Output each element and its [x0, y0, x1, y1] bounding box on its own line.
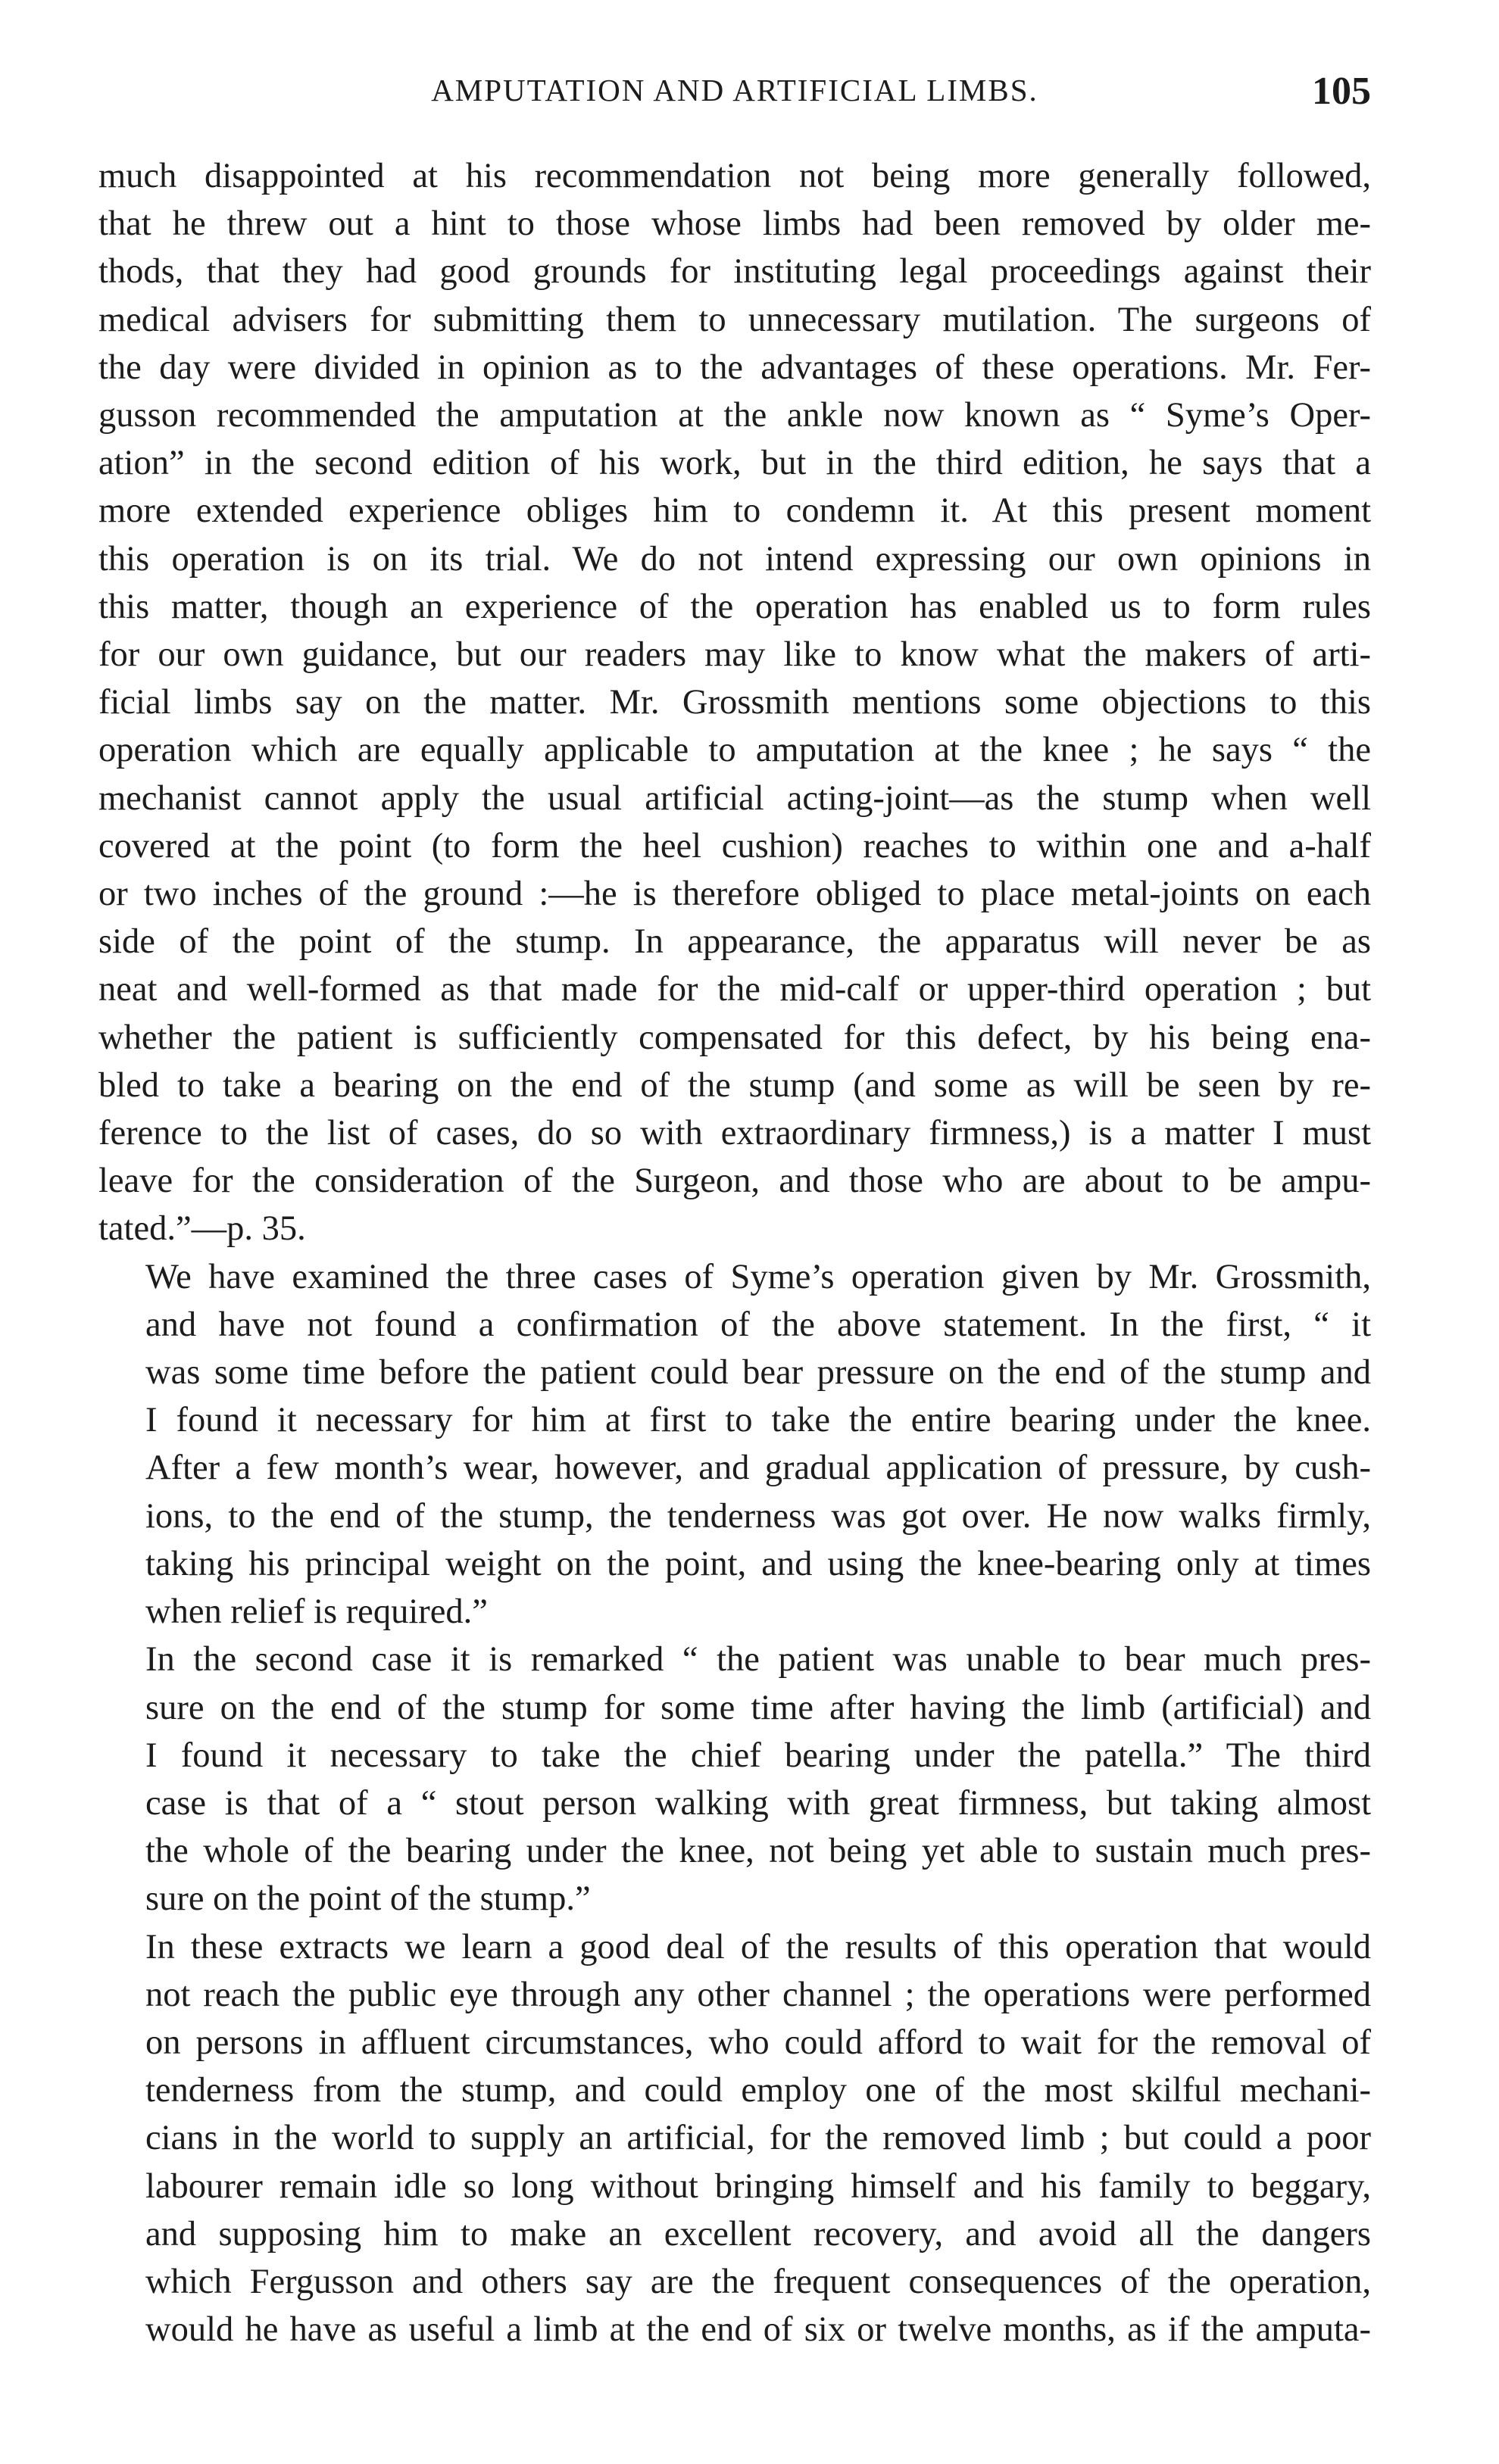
text-line: side of the point of the stump. In appearance, the apparatus will never be as [98, 922, 1371, 962]
text-line: We have examined the three cases of Syme’s operation given by Mr. Grossmith, [145, 1257, 1371, 1296]
text-line: on persons in affluent circumstances, who could afford to wait for the removal of [145, 2023, 1371, 2062]
text-line: I found it necessary for him at first to take the entire bearing under the knee. [145, 1401, 1371, 1440]
text-line: for our own guidance, but our readers may like to know what the makers of arti- [98, 635, 1371, 675]
paragraph [98, 1923, 1371, 2354]
text-line: After a few month’s wear, however, and gradual application of pressure, by cush- [145, 1449, 1371, 1488]
text-line: I found it necessary to take the chief bearing under the patella.” The third [145, 1736, 1371, 1775]
text-line: In these extracts we learn a good deal of the results of this operation that would [145, 1927, 1371, 1967]
running-head [98, 72, 1371, 125]
text-line: operation which are equally applicable to amputation at the knee ; he says “ the [98, 731, 1371, 770]
text-line: that he threw out a hint to those whose limbs had been removed by older me- [98, 204, 1371, 244]
text-line: not reach the public eye through any other channel ; the operations were performed [145, 1975, 1371, 2014]
text-line: bled to take a bearing on the end of the stump (and some as will be seen by re- [98, 1065, 1371, 1105]
running-title: AMPUTATION AND ARTIFICIAL LIMBS. [431, 73, 1038, 108]
text-line: ation” in the second edition of his work, but in the third edition, he says that a [98, 444, 1371, 483]
text-line: this matter, though an experience of the operation has enabled us to form rules [98, 587, 1371, 626]
text-line: ions, to the end of the stump, the tenderness was got over. He now walks firmly, [145, 1496, 1371, 1536]
text-line: cians in the world to supply an artificial, for the removed limb ; but could a poor [145, 2119, 1371, 2158]
text-line: whether the patient is sufficiently compensated for this defect, by his being ena- [98, 1018, 1371, 1057]
text-line: much disappointed at his recommendation not being more generally followed, [98, 157, 1371, 195]
text-line: this operation is on its trial. We do not intend expressing our own opinions in [98, 539, 1371, 579]
text-line: the whole of the bearing under the knee, not being yet able to sustain much pres- [145, 1832, 1371, 1871]
text-line: ficial limbs say on the matter. Mr. Grossmith mentions some objections to this [98, 683, 1371, 722]
text-line: and supposing him to make an excellent recovery, and avoid all the dangers [145, 2214, 1371, 2253]
text-line: medical advisers for submitting them to unnecessary mutilation. The surgeons of [98, 300, 1371, 339]
text-line: more extended experience obliges him to condemn it. At this present moment [98, 491, 1371, 531]
text-line: neat and well-formed as that made for the mid-calf or upper-third operation ; but [98, 970, 1371, 1009]
text-line: the day were divided in opinion as to the advantages of these operations. Mr. Fer- [98, 348, 1371, 387]
text-line: thods, that they had good grounds for instituting legal proceedings against their [98, 252, 1371, 292]
text-line: leave for the consideration of the Surgeon, and those who are about to be ampu- [98, 1162, 1371, 1201]
text-line: case is that of a “ stout person walking with great firmness, but taking almost [145, 1783, 1371, 1823]
page-number: 105 [1312, 70, 1371, 113]
text-line: or two inches of the ground :—he is therefore obliged to place metal-joints on each [98, 875, 1371, 914]
paragraph [98, 1253, 1371, 1636]
book-page [98, 72, 1371, 2353]
text-line: when relief is required.” [145, 1592, 488, 1632]
text-line: sure on the end of the stump for some time after having the limb (artificial) and [145, 1688, 1371, 1727]
text-line: labourer remain idle so long without bringing himself and his family to beggary, [145, 2166, 1371, 2206]
text-line: was some time before the patient could bear pressure on the end of the stump and [145, 1353, 1371, 1393]
paragraph [98, 152, 1371, 1253]
text-line: sure on the point of the stump.” [145, 1879, 591, 1919]
text-line: mechanist cannot apply the usual artificial acting-joint—as the stump when well [98, 778, 1371, 818]
text-line: and have not found a confirmation of the above statement. In the first, “ it [145, 1305, 1371, 1344]
paragraph [98, 1636, 1371, 1923]
text-line: tated.”—p. 35. [98, 1209, 306, 1249]
text-line: taking his principal weight on the point, and using the knee-bearing only at times [145, 1544, 1371, 1583]
text-line: In the second case it is remarked “ the patient was unable to bear much pres- [145, 1640, 1371, 1680]
text-line: ference to the list of cases, do so with extraordinary firmness,) is a matter I must [98, 1114, 1371, 1153]
text-line: would he have as useful a limb at the end of six or twelve months, as if the amputa- [145, 2310, 1371, 2350]
text-line: which Fergusson and others say are the frequent consequences of the operation, [145, 2262, 1371, 2301]
text-line: gusson recommended the amputation at the ankle now known as “ Syme’s Oper- [98, 396, 1371, 435]
text-line: covered at the point (to form the heel cushion) reaches to within one and a-half [98, 826, 1371, 866]
text-line: tenderness from the stump, and could employ one of the most skilful mechani- [145, 2071, 1371, 2110]
body-text [98, 152, 1371, 2353]
